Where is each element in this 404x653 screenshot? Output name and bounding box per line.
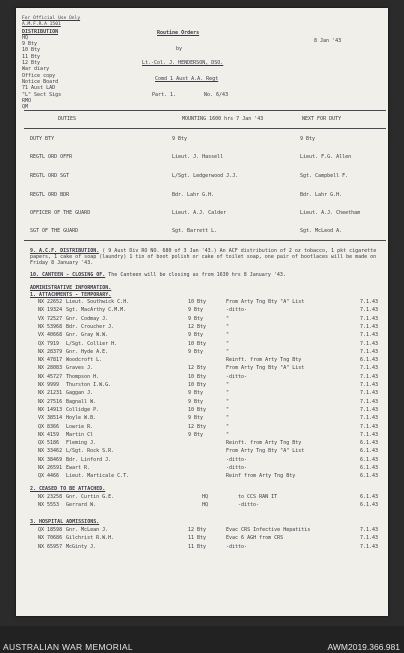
service-number: NX 33462 [38,448,63,455]
document-page [16,8,388,616]
roll-row [30,448,384,455]
roll-row [30,399,384,406]
posting-date: 7.1.43 [360,382,379,388]
posting-date: 7.1.43 [360,348,379,355]
soldier-name: Fleming J. [66,440,97,447]
roll-row [30,341,384,348]
service-number: NX 22652 [38,299,63,305]
soldier-name: Bdr. Croucher J. [66,323,115,330]
duty-mounting: L/Sgt. Ledgerwood J.J. [172,173,239,179]
duty-name: REGTL ORD BDR [30,192,70,198]
duty-next: Bdr. Lahr G.H. [300,192,343,198]
battery: 12 Bty [188,423,207,430]
posting-note: to CCS RAN IT [238,494,278,500]
battery: 10 Bty [188,373,207,380]
posting-date: 7.1.43 [360,423,379,430]
battery: 9 Bty [188,348,204,355]
duty-next: Lieut. F.G. Allen [300,154,352,160]
duty-next: Sgt. McLeod A. [300,228,343,234]
posting-note: -ditto- [238,502,260,508]
battery: 9 Bty [188,390,204,397]
roll-row [30,535,384,542]
posting-date: 6.1.43 [360,448,379,455]
posting-date: 6.1.43 [360,456,379,463]
soldier-name: Gnr. Curtin G.E. [66,494,115,500]
admin-title: ADMINISTRATIVE INFORMATION. [30,285,112,291]
battery: 11 Bty [188,535,207,542]
distribution-item: War diary [22,66,50,73]
battery: 9 Bty [188,332,204,339]
battery: 10 Bty [188,406,207,413]
roll-row [30,349,384,356]
unit: HQ [202,502,209,508]
divider [24,110,386,111]
distribution-item: 11 Bty [22,53,41,60]
distribution-item: HQ [22,34,29,41]
posting-note: Reinf from Arty Tng Bty [226,473,296,480]
posting-note: -ditto- [226,543,248,550]
posting-note: " [226,323,230,330]
service-number: QX 4466 [38,473,60,480]
battery: 10 Bty [188,299,207,305]
commander-name: Lt.-Col. J. HENDERSON, DSO. [142,60,224,66]
duty-name: REGTL ORD SGT [30,173,70,179]
section-9 [30,248,380,267]
posting-date: 7.1.43 [360,535,379,542]
service-number: NX 45727 [38,373,63,380]
roll-row [30,457,384,464]
unit: HQ [202,494,209,500]
unit-name: Comd 1 Aust A.A. Regt [155,76,219,82]
duty-row [30,173,380,187]
battery: 12 Bty [188,527,207,533]
posting-date: 6.1.43 [360,473,379,480]
distribution-item: 10 Bty [22,47,41,54]
caption-source: AUSTRALIAN WAR MEMORIAL [3,642,133,652]
soldier-name: L/Sgt. Rock S.R. [66,448,115,455]
orders-title: Routine Orders [157,30,200,36]
roll-row [30,494,384,501]
service-number: NX 70686 [38,535,63,542]
duty-mounting: Lieut. A.J. Calder [172,210,227,216]
soldier-name: Thompson H. [66,373,100,380]
service-number: VX 40668 [38,332,63,339]
battery: 9 Bty [188,398,204,405]
orders-date: 8 Jan '43 [314,38,342,44]
duty-mounting: Sgt. Barrett L. [172,228,218,234]
duty-row [30,210,380,224]
service-number: NX 14913 [38,406,63,413]
distribution-item: 12 Bty [22,60,41,67]
roll-row [30,465,384,472]
soldier-name: Gaggan J. [66,390,94,397]
service-number: QX 18598 [38,527,63,533]
posting-note: " [226,348,230,355]
service-number: NX 27516 [38,398,63,405]
soldier-name: Thurston I.W.G. [66,382,112,388]
roll-row [30,407,384,414]
duty-next: Sgt. Campbell F. [300,173,349,179]
battery: 9 Bty [188,415,204,422]
orders-by: by [176,46,183,52]
service-number: QX 5186 [38,440,60,447]
posting-note: " [226,431,230,438]
service-number: NX 38469 [38,456,63,463]
caption-bar [0,626,404,653]
posting-date: 6.1.43 [360,502,379,508]
service-number: NX 26591 [38,465,63,471]
section-10-title: 10. CANTEEN - CLOSING OF. [30,272,106,278]
part-number: Part. 1. [152,92,177,98]
attachments-title: 1. ATTACHMENTS - TEMPORARY. [30,292,112,298]
posting-note: " [226,406,230,413]
soldier-name: L/Sgt. Collier H. [66,340,118,347]
posting-date: 7.1.43 [360,340,379,347]
duty-mounting: 9 Bty [172,136,188,142]
roll-row [30,502,384,509]
duty-row [30,192,380,206]
roll-row [30,424,384,431]
posting-date: 7.1.43 [360,543,379,550]
soldier-name: Sgt. MacArthy C.M.M. [66,307,127,314]
soldier-name: Hoyle W.B. [66,415,97,422]
soldier-name: Collidge P. [66,406,100,413]
duty-next: 9 Bty [300,136,316,142]
soldier-name: Bdr. Linford J. [66,456,112,463]
battery: 9 Bty [188,307,204,314]
distribution-list [22,16,82,110]
service-number: NX 28083 [38,365,63,372]
battery: 12 Bty [188,323,207,330]
col-next: NEXT FOR DUTY [302,116,342,122]
security-heading: For Official Use Only [22,16,81,21]
caption-reference: AWM2019.366.981 [327,642,400,652]
posting-date: 7.1.43 [360,315,379,322]
divider [24,128,386,129]
roll-row [30,527,384,534]
divider [24,240,386,241]
service-number: NX 21231 [38,390,63,397]
service-number: NX 53968 [38,323,63,330]
form-reference: A.M.F.R.A 1501 [22,22,61,28]
service-number: NX 47817 [38,357,63,364]
ceased-title: 2. CEASED TO BE ATTACHED. [30,486,106,492]
posting-date: 7.1.43 [360,373,379,380]
posting-date: 7.1.43 [360,332,379,339]
service-number: NX 19324 [38,307,63,314]
soldier-name: Gerrard W. [66,502,97,508]
duty-name: DUTY BTY [30,136,55,142]
distribution-item: Notice Board [22,78,59,85]
roll-row [30,544,384,551]
section-9-title: 9. A.C.F. DISTRIBUTION. [30,248,100,254]
soldier-name: Gnr. McLean J. [66,527,109,533]
distribution-item: 71 Aust LAD [22,85,56,92]
roll-row [30,432,384,439]
section-10-text: The Canteen will be closing as from 1630 hrs 8 January '43. [108,272,286,278]
posting-note: -ditto- [226,373,248,380]
posting-note: " [226,390,230,397]
posting-date: 6.1.43 [360,440,379,447]
roll-row [30,307,384,314]
distribution-item: RMO [22,97,32,104]
battery: 11 Bty [188,543,207,550]
posting-date: 7.1.43 [360,415,379,422]
service-number: NX 28379 [38,348,63,355]
soldier-name: Martin Cl [66,431,94,438]
posting-note: Reinft. from Arty Tng Bty [226,440,302,447]
service-number: VX 72527 [38,315,63,322]
roll-row [30,365,384,372]
posting-date: 7.1.43 [360,398,379,405]
posting-date: 7.1.43 [360,431,379,438]
posting-date: 7.1.43 [360,323,379,330]
posting-note: From Arty Tng Bty "A" List [226,365,305,372]
posting-note: " [226,340,230,347]
section-9-text: ( 9 Aust Div RO NO. 680 of 3 Jan '43.) An ACF distribution of 2 oz tobacco, 1 pkt cigarette papers, 1 cake of soap (laundry) 1 tin of boot polish or cake of toilet soap, one pair of bootlaces will be made on Friday 8 January '43. [30,248,377,267]
soldier-name: McGinty J. [66,543,97,550]
posting-note: Reinft. from Arty Tng Bty [226,357,302,364]
distribution-item: "L" Sect Sigs [22,91,62,98]
service-number: VX 38514 [38,415,63,422]
roll-row [30,324,384,331]
posting-note: " [226,382,230,388]
soldier-name: Lieut. Marticale C.T. [66,473,130,480]
duty-name: SGT OF THE GUARD [30,228,79,234]
soldier-name: Gilchrist R.W.H. [66,535,115,542]
roll-row [30,473,384,480]
service-number: NX 23258 [38,494,63,500]
roll-row [30,374,384,381]
soldier-name: Lieut. Southwick C.H. [66,299,130,305]
posting-note: " [226,415,230,422]
duty-next: Lieut. A.J. Cheetham [300,210,361,216]
soldier-name: Graves J. [66,365,94,372]
posting-note: Evac 6 AGH from CRS [226,535,284,542]
battery: 12 Bty [188,365,207,372]
duty-row [30,136,380,150]
posting-note: " [226,315,230,322]
col-duties: DUTIES [58,116,77,122]
distribution-item: QM [22,104,29,111]
service-number: NX 9999 [38,382,60,388]
soldier-name: Gnr. Gray W.W. [66,332,109,339]
posting-note: " [226,332,230,339]
col-mounting: MOUNTING 1600 hrs 7 Jan '43 [182,116,264,122]
battery: 10 Bty [188,340,207,347]
duty-mounting: Bdr. Lahr G.H. [172,192,215,198]
posting-note: From Arty Tng Bty "A" List [226,448,305,455]
roll-row [30,332,384,339]
soldier-name: Woodcroft L. [66,357,103,364]
service-number: NX 65957 [38,543,63,550]
service-number: NX 5553 [38,502,60,508]
roll-row [30,440,384,447]
soldier-name: Bagnall W. [66,398,97,405]
posting-date: 7.1.43 [360,406,379,413]
order-number: No. 6/43 [204,92,229,98]
soldier-name: Gnr. Codmay J. [66,315,109,322]
service-number: QX 7919 [38,340,60,347]
roll-row [30,316,384,323]
roll-row [30,390,384,397]
posting-note: -ditto- [226,465,248,471]
posting-note: Evac CRS Infective Hepatitis [226,527,311,533]
posting-date: 6.1.43 [360,494,379,500]
soldier-name: Lowrie R. [66,423,94,430]
soldier-name: Gnr. Hyde A.E. [66,348,109,355]
posting-note: -ditto- [226,456,248,463]
duty-name: OFFICER OF THE GUARD [30,210,91,216]
posting-date: 7.1.43 [360,365,379,372]
posting-date: 6.1.43 [360,465,379,471]
posting-date: 7.1.43 [360,527,379,533]
posting-note: From Arty Tng Bty "A" List [226,299,305,305]
soldier-name: Ewart R. [66,465,91,471]
roll-row [30,382,384,389]
section-10 [30,272,380,278]
service-number: NX 4159 [38,431,60,438]
distribution-item: Office copy [22,72,56,79]
duty-mounting: Lieut. J. Hassell [172,154,224,160]
posting-note: -ditto- [226,307,248,314]
roll-row [30,299,384,306]
posting-date: 6.1.43 [360,357,379,364]
battery: 9 Bty [188,315,204,322]
distribution-item: 9 Bty [22,41,38,48]
posting-date: 7.1.43 [360,299,379,305]
posting-date: 7.1.43 [360,307,379,314]
service-number: QX 8366 [38,423,60,430]
battery: 10 Bty [188,382,207,388]
distribution-title: DISTRIBUTION [22,28,59,35]
hospital-title: 3. HOSPITAL ADMISSIONS. [30,519,100,525]
posting-note: " [226,423,230,430]
battery: 9 Bty [188,431,204,438]
posting-note: " [226,398,230,405]
roll-row [30,415,384,422]
duty-name: REGTL ORD OFFR [30,154,73,160]
duty-row [30,154,380,168]
posting-date: 7.1.43 [360,390,379,397]
roll-row [30,357,384,364]
